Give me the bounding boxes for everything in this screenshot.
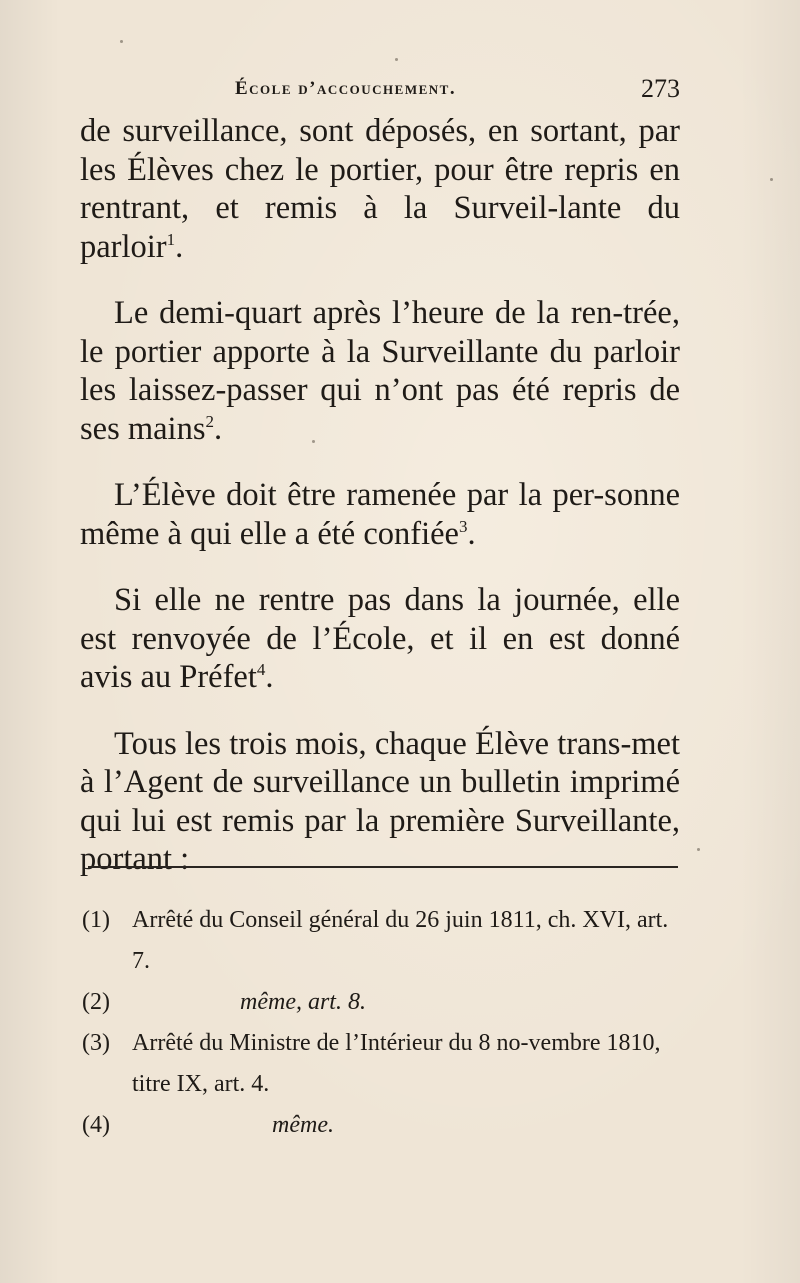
paragraph-tail: . xyxy=(175,228,184,265)
footnote-text: même, art. 8. xyxy=(240,989,366,1015)
paragraph xyxy=(80,581,680,697)
running-title: École d’accouchement. xyxy=(235,78,457,99)
footnote-number: (1) xyxy=(82,907,110,933)
footnote xyxy=(82,1023,682,1105)
paragraph xyxy=(80,112,680,266)
footnote xyxy=(82,900,682,982)
running-head xyxy=(80,76,680,106)
footnote-ref: 1 xyxy=(166,229,176,249)
footnote xyxy=(82,982,682,1023)
paragraph-text: Si elle ne rentre pas dans la journée, elle est renvoyée de l’École, et il en est donné avis au Préfet xyxy=(80,582,680,695)
paragraph-text: de surveillance, sont déposés, en sortant, par les Élèves chez le portier, pour être repris en rentrant, et remis à la Surveil-lante du parloir xyxy=(80,113,680,265)
paragraph xyxy=(80,294,680,448)
paragraph xyxy=(80,725,680,879)
footnote-rule xyxy=(88,866,678,868)
footnote-text: Arrêté du Conseil général du 26 juin 1811, ch. XVI, art. 7. xyxy=(132,907,669,974)
paper-speck xyxy=(697,848,700,851)
footnote-text: Arrêté du Ministre de l’Intérieur du 8 no-vembre 1810, titre IX, art. 4. xyxy=(132,1030,661,1097)
footnote xyxy=(82,1105,682,1146)
paper-speck xyxy=(770,178,773,181)
paper-speck xyxy=(395,58,398,61)
footnote-number: (2) xyxy=(82,989,110,1015)
paper-speck xyxy=(312,440,315,443)
footnotes xyxy=(82,900,682,1146)
body-text xyxy=(80,112,680,907)
paragraph-tail: . xyxy=(265,659,274,695)
paragraph-text: Le demi-quart après l’heure de la ren-trée, le portier apporte à la Surveillante du parloir les laissez-passer qui n’ont pas été repris de ses mains xyxy=(80,295,680,447)
paragraph-tail: . xyxy=(467,515,476,552)
page-number: 273 xyxy=(641,74,680,103)
paper-speck xyxy=(120,40,123,43)
footnote-ref: 4 xyxy=(256,660,266,679)
footnote-text: même. xyxy=(272,1112,334,1138)
footnote-number: (3) xyxy=(82,1030,110,1056)
paper-speck xyxy=(282,1122,285,1125)
footnote-ref: 2 xyxy=(205,411,214,431)
footnote-number: (4) xyxy=(82,1112,110,1138)
footnote-ref: 3 xyxy=(458,516,468,536)
paragraph-text: L’Élève doit être ramenée par la per-sonne même à qui elle a été confiée xyxy=(80,477,680,552)
paragraph xyxy=(80,476,680,553)
paragraph-text: Tous les trois mois, chaque Élève trans-met à l’Agent de surveillance un bulletin imprimé qui lui est remis par la première Surveillante, portant : xyxy=(80,725,680,877)
paragraph-tail: . xyxy=(213,410,223,447)
